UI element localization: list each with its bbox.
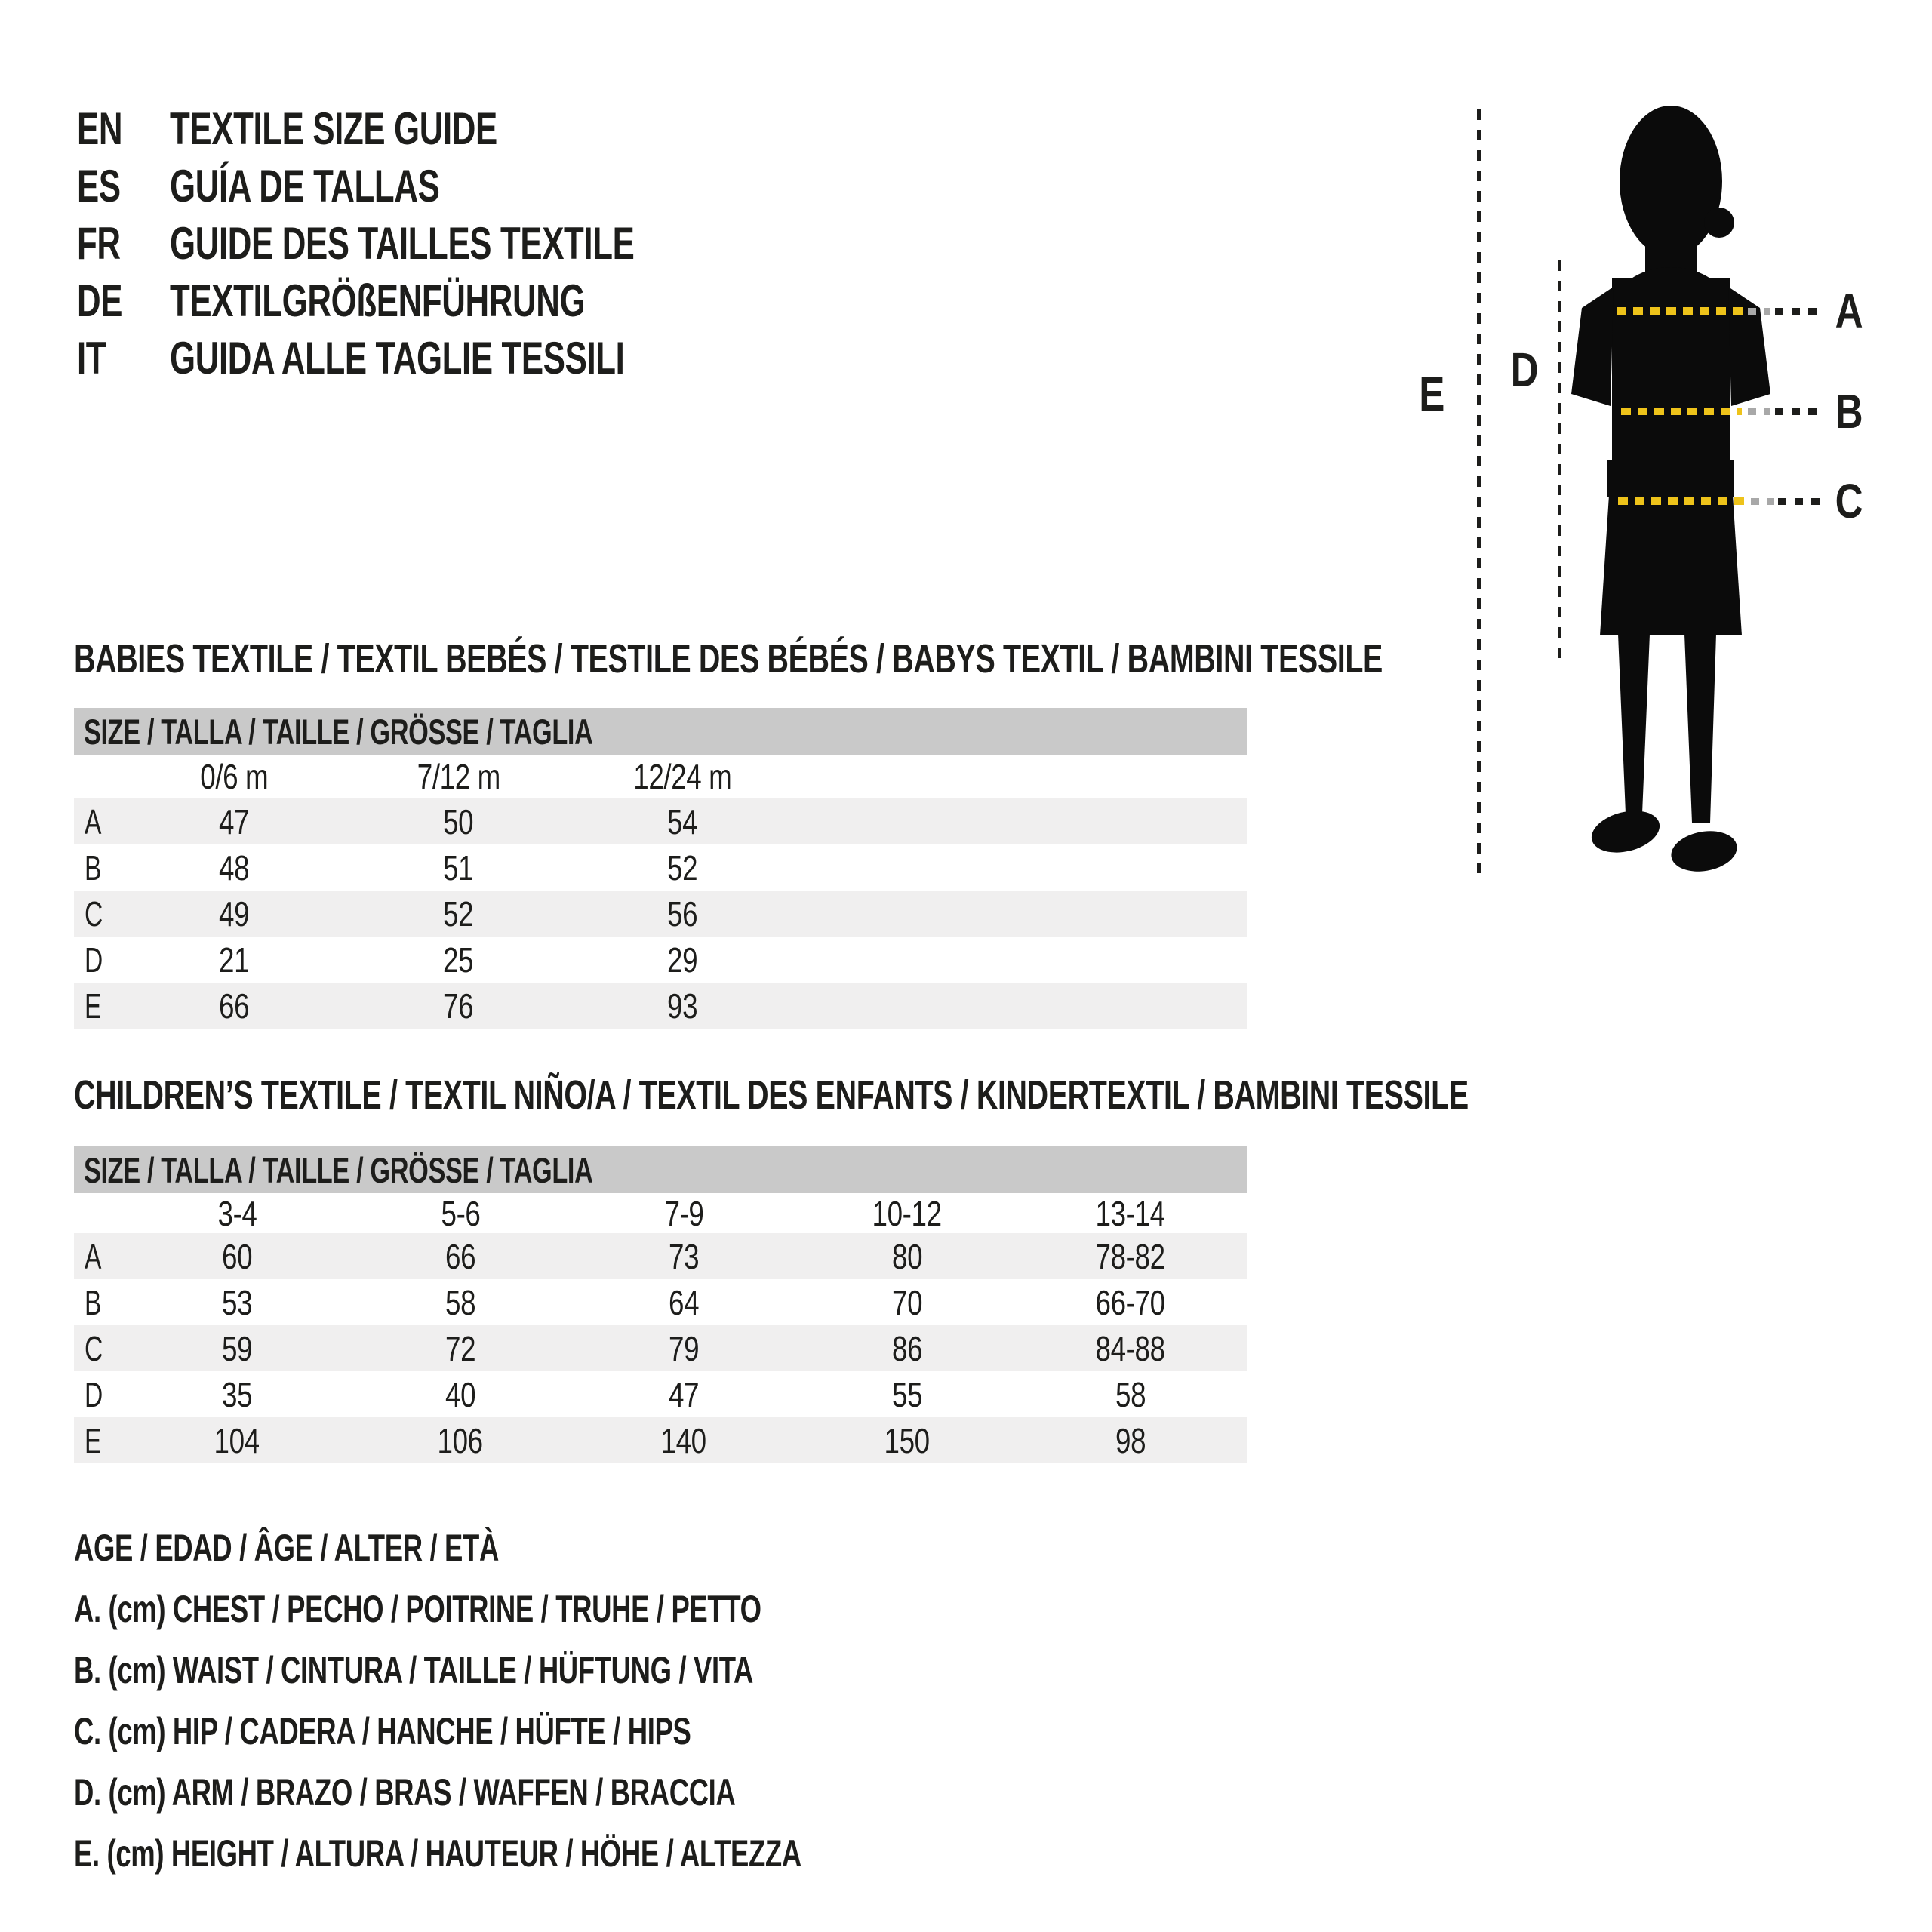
cell-value: 80	[891, 1236, 923, 1276]
lang-code	[77, 100, 139, 157]
cell-value: 64	[668, 1282, 700, 1322]
label-hip-c-text: C	[1835, 474, 1863, 528]
label-height-e-text: E	[1419, 367, 1444, 421]
table-cell	[795, 1374, 1019, 1415]
legend-chest-text: A. (cm) CHEST / PECHO / POITRINE / TRUHE / PETTO	[74, 1587, 761, 1630]
legend-arm	[74, 1761, 980, 1823]
legend-age	[74, 1517, 656, 1578]
lang-label	[170, 329, 792, 386]
table-cell	[795, 1282, 1019, 1323]
legend-waist	[74, 1639, 1004, 1700]
cell-value: 50	[443, 801, 474, 841]
legend-height	[74, 1823, 1070, 1884]
children-size-header-text: SIZE / TALLA / TAILLE / GRÖSSE / TAGLIA	[84, 1149, 593, 1190]
waist-line-yellow	[1621, 408, 1742, 415]
cell-value: 48	[219, 848, 250, 888]
children-col-header	[125, 1193, 349, 1234]
table-cell	[125, 1328, 349, 1369]
legend-height-text: E. (cm) HEIGHT / ALTURA / HAUTEUR / HÖHE / ALTEZZA	[74, 1832, 801, 1875]
child-silhouette	[1570, 106, 1781, 883]
babies-col-header	[346, 756, 571, 797]
cell-value: 59	[221, 1328, 253, 1368]
legend-hip-text: C. (cm) HIP / CADERA / HANCHE / HÜFTE / HIPS	[74, 1709, 691, 1752]
lang-code	[77, 272, 139, 329]
children-row-a	[74, 1233, 1247, 1279]
cell-value: 106	[437, 1420, 484, 1460]
cell-value: 40	[445, 1374, 476, 1414]
table-cell	[1019, 1236, 1242, 1277]
label-hip-c	[1823, 475, 1875, 527]
label-chest-a-text: A	[1835, 284, 1863, 338]
lang-row-en	[77, 100, 1134, 157]
table-cell	[571, 940, 795, 980]
lang-code-text: EN	[77, 103, 123, 154]
legend-chest	[74, 1578, 1015, 1639]
table-cell	[122, 801, 346, 842]
babies-col-header-text: 0/6 m	[200, 757, 269, 796]
lang-code-text: ES	[77, 160, 121, 211]
children-col-header	[795, 1193, 1019, 1234]
label-waist-b	[1823, 386, 1875, 437]
table-cell	[571, 894, 795, 934]
cell-value: 98	[1115, 1420, 1146, 1460]
label-height-e	[1405, 368, 1458, 420]
row-label-text: E	[85, 1420, 102, 1460]
table-cell	[122, 986, 346, 1026]
babies-col-header	[122, 756, 346, 797]
children-row-c	[74, 1325, 1247, 1371]
children-column-header-row	[74, 1193, 1247, 1233]
cell-value: 29	[667, 940, 698, 980]
cell-value: 51	[443, 848, 474, 888]
cell-value: 66-70	[1095, 1282, 1166, 1322]
lang-label	[170, 272, 739, 329]
table-cell	[1019, 1420, 1242, 1461]
babies-col-header	[571, 756, 795, 797]
children-col-header	[349, 1193, 572, 1234]
babies-col-header-text: 7/12 m	[417, 757, 500, 796]
cell-value: 25	[443, 940, 474, 980]
cell-value: 93	[667, 986, 698, 1026]
cell-value: 54	[667, 801, 698, 841]
table-cell	[122, 848, 346, 888]
table-cell	[1019, 1282, 1242, 1323]
row-label-text: D	[85, 1374, 103, 1414]
label-arm-d-text: D	[1510, 343, 1539, 397]
chest-line-fade	[1748, 308, 1770, 315]
babies-row-e	[74, 983, 1247, 1029]
hip-line-black	[1778, 498, 1820, 505]
hip-line-yellow	[1618, 497, 1746, 505]
lang-row-es	[77, 157, 1134, 214]
row-label-text: E	[85, 986, 102, 1026]
cell-value: 52	[667, 848, 698, 888]
waist-line-black	[1775, 408, 1817, 415]
table-cell	[346, 894, 571, 934]
table-cell	[346, 940, 571, 980]
table-cell	[346, 848, 571, 888]
chest-line-yellow	[1617, 307, 1743, 315]
cell-value: 49	[219, 894, 250, 934]
hip-line-fade	[1751, 498, 1774, 505]
row-label	[74, 894, 122, 934]
legend-waist-text: B. (cm) WAIST / CINTURA / TAILLE / HÜFTUNG / VITA	[74, 1648, 753, 1691]
label-chest-a	[1823, 285, 1875, 337]
table-cell	[349, 1328, 572, 1369]
cell-value: 104	[214, 1420, 260, 1460]
cell-value: 60	[221, 1236, 253, 1276]
row-label	[74, 801, 122, 842]
row-label	[74, 1420, 125, 1461]
cell-value: 79	[668, 1328, 700, 1368]
lang-label-text: TEXTILGRÖßENFÜHRUNG	[170, 275, 586, 326]
children-col-header-text: 10-12	[872, 1194, 943, 1233]
cell-value: 150	[884, 1420, 931, 1460]
lang-label	[170, 100, 618, 157]
lang-row-it	[77, 329, 1134, 386]
babies-size-header-bar	[74, 708, 1247, 755]
children-col-header-text: 3-4	[217, 1194, 257, 1233]
height-measure-line-e	[1477, 109, 1481, 873]
children-col-header-text: 5-6	[440, 1194, 480, 1233]
table-cell	[571, 848, 795, 888]
row-label-text: B	[85, 1282, 102, 1322]
row-label	[74, 940, 122, 980]
row-label-text: A	[85, 801, 102, 841]
row-label	[74, 1282, 125, 1323]
legend-arm-text: D. (cm) ARM / BRAZO / BRAS / WAFFEN / BRACCIA	[74, 1770, 736, 1814]
table-cell	[122, 940, 346, 980]
table-cell	[572, 1328, 795, 1369]
lang-label	[170, 214, 806, 272]
babies-row-b	[74, 844, 1247, 891]
table-cell	[349, 1236, 572, 1277]
lang-label-text: GUIDA ALLE TAGLIE TESSILI	[170, 332, 625, 383]
children-size-header-bar	[74, 1146, 1247, 1193]
row-label	[74, 986, 122, 1026]
lang-row-fr	[77, 214, 1134, 272]
table-cell	[795, 1328, 1019, 1369]
table-cell	[346, 986, 571, 1026]
label-waist-b-text: B	[1835, 384, 1863, 438]
waist-line-fade	[1748, 408, 1770, 415]
table-cell	[795, 1236, 1019, 1277]
cell-value: 56	[667, 894, 698, 934]
legend-age-text: AGE / EDAD / ÂGE / ALTER / ETÀ	[74, 1526, 499, 1569]
lang-label-text: GUIDE DES TAILLES TEXTILE	[170, 217, 635, 269]
legend-hip	[74, 1700, 919, 1761]
row-label	[74, 848, 122, 888]
children-heading-text: CHILDREN’S TEXTILE / TEXTIL NIÑO/A / TEXTIL DES ENFANTS / KINDERTEXTIL / BAMBINI TESSILE	[74, 1072, 1469, 1118]
table-cell	[572, 1420, 795, 1461]
cell-value: 55	[891, 1374, 923, 1414]
chest-line-black	[1775, 308, 1817, 315]
table-cell	[349, 1374, 572, 1415]
babies-row-c	[74, 891, 1247, 937]
row-label	[74, 1374, 125, 1415]
table-cell	[571, 801, 795, 842]
cell-value: 73	[668, 1236, 700, 1276]
cell-value: 66	[219, 986, 250, 1026]
table-cell	[346, 801, 571, 842]
table-cell	[1019, 1374, 1242, 1415]
lang-label-text: GUÍA DE TALLAS	[170, 160, 440, 211]
table-cell	[349, 1420, 572, 1461]
children-col-header	[572, 1193, 795, 1234]
cell-value: 21	[219, 940, 250, 980]
children-col-header	[1019, 1193, 1242, 1234]
cell-value: 47	[668, 1374, 700, 1414]
table-cell	[125, 1374, 349, 1415]
row-label-text: A	[85, 1236, 102, 1276]
row-label-text: B	[85, 848, 102, 888]
table-cell	[349, 1282, 572, 1323]
row-label-text: D	[85, 940, 103, 980]
table-cell	[572, 1282, 795, 1323]
arm-measure-line-d	[1558, 260, 1561, 664]
lang-code	[77, 214, 137, 272]
table-cell	[572, 1374, 795, 1415]
cell-value: 35	[221, 1374, 253, 1414]
table-cell	[122, 894, 346, 934]
table-cell	[795, 1420, 1019, 1461]
table-cell	[125, 1236, 349, 1277]
babies-size-header-text: SIZE / TALLA / TAILLE / GRÖSSE / TAGLIA	[84, 711, 593, 752]
cell-value: 84-88	[1095, 1328, 1166, 1368]
cell-value: 47	[219, 801, 250, 841]
cell-value: 72	[445, 1328, 476, 1368]
children-row-b	[74, 1279, 1247, 1325]
lang-code	[77, 329, 116, 386]
babies-row-d	[74, 937, 1247, 983]
cell-value: 58	[1115, 1374, 1146, 1414]
row-label-text: C	[85, 894, 103, 934]
babies-col-header-text: 12/24 m	[633, 757, 732, 796]
cell-value: 140	[660, 1420, 707, 1460]
cell-value: 53	[221, 1282, 253, 1322]
row-label	[74, 1236, 125, 1277]
lang-code-text: FR	[77, 217, 121, 269]
cell-value: 70	[891, 1282, 923, 1322]
babies-heading	[74, 638, 1866, 679]
children-row-d	[74, 1371, 1247, 1417]
lang-label-text: TEXTILE SIZE GUIDE	[170, 103, 497, 154]
lang-code	[77, 157, 137, 214]
lang-code-text: DE	[77, 275, 123, 326]
children-col-header-text: 13-14	[1095, 1194, 1166, 1233]
cell-value: 66	[445, 1236, 476, 1276]
children-heading	[74, 1072, 1932, 1118]
cell-value: 52	[443, 894, 474, 934]
babies-column-header-row	[74, 755, 1247, 798]
table-cell	[125, 1420, 349, 1461]
babies-heading-text: BABIES TEXTILE / TEXTIL BEBÉS / TESTILE DES BÉBÉS / BABYS TEXTIL / BAMBINI TESSILE	[74, 636, 1383, 681]
label-arm-d	[1498, 344, 1551, 395]
row-label-text: C	[85, 1328, 103, 1368]
table-cell	[572, 1236, 795, 1277]
table-cell	[125, 1282, 349, 1323]
children-row-e	[74, 1417, 1247, 1463]
lang-label	[170, 157, 540, 214]
lang-code-text: IT	[77, 332, 106, 383]
cell-value: 86	[891, 1328, 923, 1368]
cell-value: 78-82	[1095, 1236, 1166, 1276]
lang-row-de	[77, 272, 1134, 329]
cell-value: 76	[443, 986, 474, 1026]
table-cell	[1019, 1328, 1242, 1369]
babies-row-a	[74, 798, 1247, 844]
cell-value: 58	[445, 1282, 476, 1322]
children-col-header-text: 7-9	[663, 1194, 703, 1233]
table-cell	[571, 986, 795, 1026]
row-label	[74, 1328, 125, 1369]
